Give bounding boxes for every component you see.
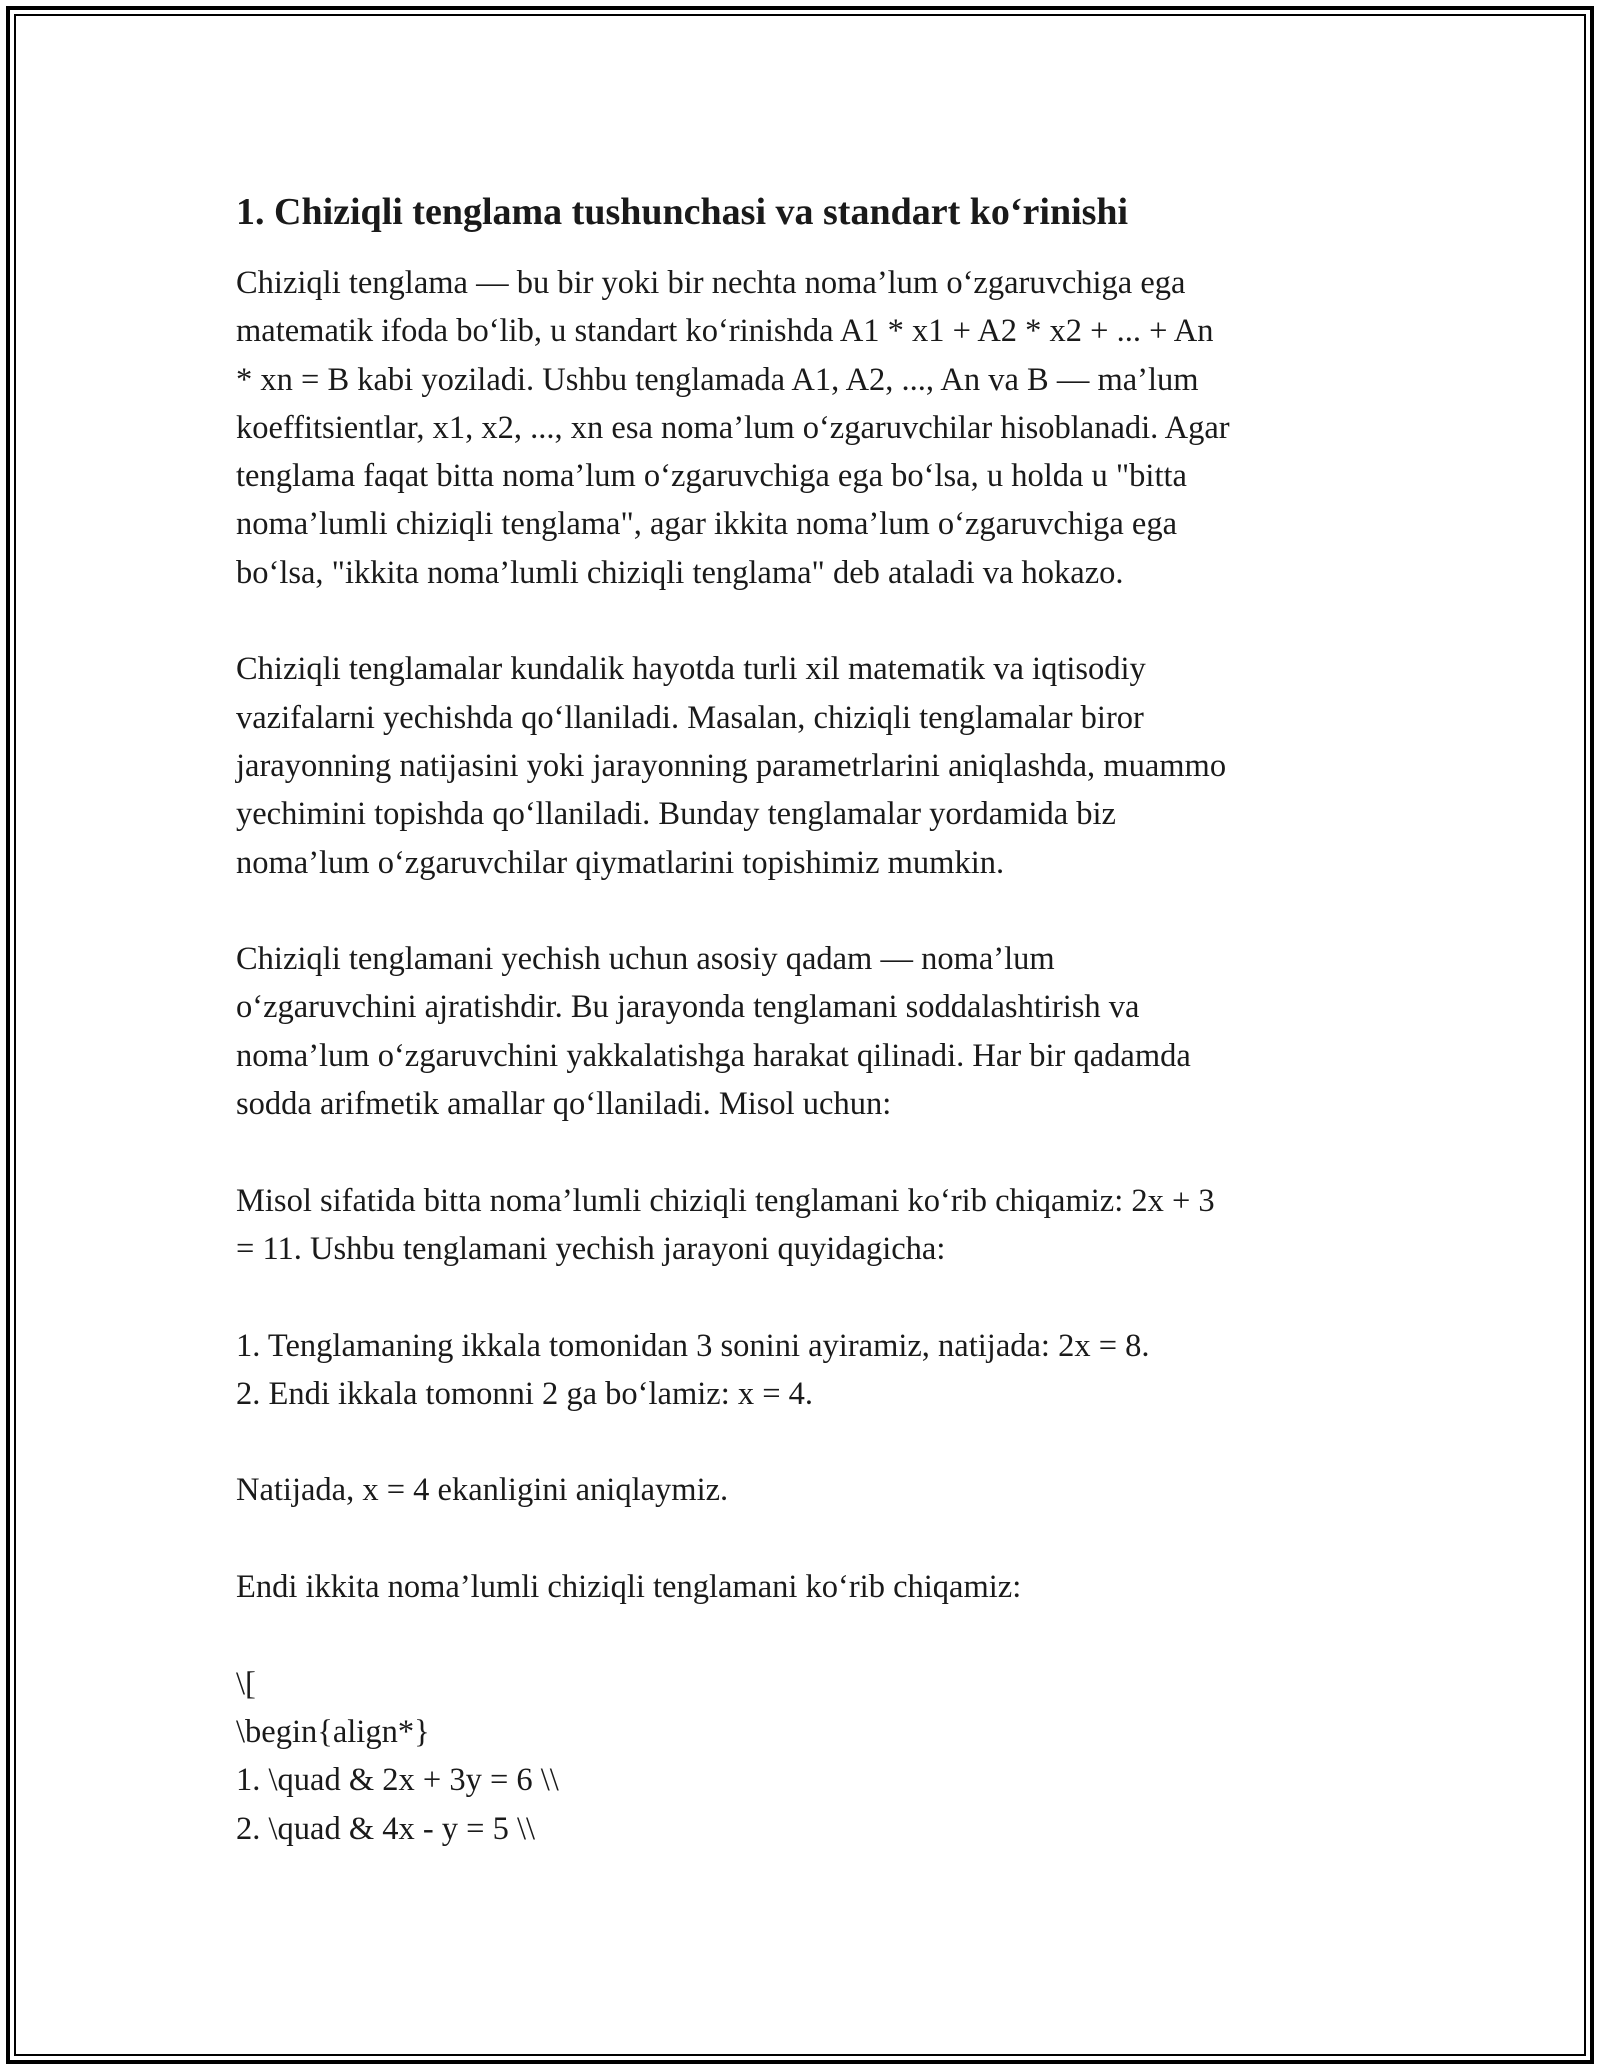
paragraph-solving-step [236,935,1364,1128]
paragraph-applications [236,645,1364,886]
paragraph-steps-list [236,1322,1364,1419]
text-line: tenglama faqat bitta noma’lum o‘zgaruvchiga ega bo‘lsa, u holda u "bitta [236,458,1187,495]
text-line: koeffitsientlar, x1, x2, ..., xn esa noma’lum o‘zgaruvchilar hisoblanadi. Agar [236,409,1230,446]
text-line: Chiziqli tenglamani yechish uchun asosiy qadam — noma’lum [236,941,1055,978]
paragraph-definition [236,259,1364,597]
text-line: noma’lumli chiziqli tenglama", agar ikkita noma’lum o‘zgaruvchiga ega [236,506,1177,543]
latex-line: 1. \quad & 2x + 3y = 6 \\ [236,1762,559,1799]
list-item: 2. Endi ikkala tomonni 2 ga bo‘lamiz: x = 4. [236,1375,814,1412]
latex-line: \begin{align*} [236,1713,430,1750]
text-line: bo‘lsa, "ikkita noma’lumli chiziqli tenglama" deb ataladi va hokazo. [236,554,1124,591]
latex-line: 2. \quad & 4x - y = 5 \\ [236,1810,536,1847]
latex-line: \[ [236,1665,256,1702]
text-line: matematik ifoda bo‘lib, u standart ko‘rinishda A1 * x1 + A2 * x2 + ... + An [236,313,1214,350]
text-line: o‘zgaruvchini ajratishdir. Bu jarayonda tenglamani soddalashtirish va [236,989,1140,1026]
paragraph-two-unknowns [236,1563,1364,1611]
text-line: noma’lum o‘zgaruvchini yakkalatishga harakat qilinadi. Har bir qadamda [236,1037,1191,1074]
text-line: Chiziqli tenglama — bu bir yoki bir nechta noma’lum o‘zgaruvchiga ega [236,265,1186,301]
text-line: jarayonning natijasini yoki jarayonning parametrlarini aniqlashda, muammo [236,747,1227,784]
text-line: noma’lum o‘zgaruvchilar qiymatlarini topishimiz mumkin. [236,844,1005,881]
text-line: = 11. Ushbu tenglamani yechish jarayoni quyidagicha: [236,1230,946,1267]
text-line: sodda arifmetik amallar qo‘llaniladi. Misol uchun: [236,1086,892,1123]
text-line: vazifalarni yechishda qo‘llaniladi. Masalan, chiziqli tenglamalar biror [236,699,1144,736]
text-line: Misol sifatida bitta noma’lumli chiziqli tenglamani ko‘rib chiqamiz: 2x + 3 [236,1182,1215,1219]
latex-code-block [236,1660,1364,1853]
text-line: yechimini topishda qo‘llaniladi. Bunday tenglamalar yordamida biz [236,796,1116,833]
paragraph-example [236,1177,1364,1274]
text-line: * xn = B kabi yoziladi. Ushbu tenglamada A1, A2, ..., An va B — ma’lum [236,361,1199,398]
text-line: Natijada, x = 4 ekanligini aniqlaymiz. [236,1472,729,1509]
text-line: Endi ikkita noma’lumli chiziqli tenglamani ko‘rib chiqamiz: [236,1569,1022,1606]
paragraph-result [236,1466,1364,1514]
text-line: Chiziqli tenglamalar kundalik hayotda turli xil matematik va iqtisodiy [236,651,1146,688]
section-heading: 1. Chiziqli tenglama tushunchasi va standart ko‘rinishi [236,191,1129,233]
list-item: 1. Tenglamaning ikkala tomonidan 3 sonini ayiramiz, natijada: 2x = 8. [236,1327,1150,1364]
document-body [236,186,1364,1901]
